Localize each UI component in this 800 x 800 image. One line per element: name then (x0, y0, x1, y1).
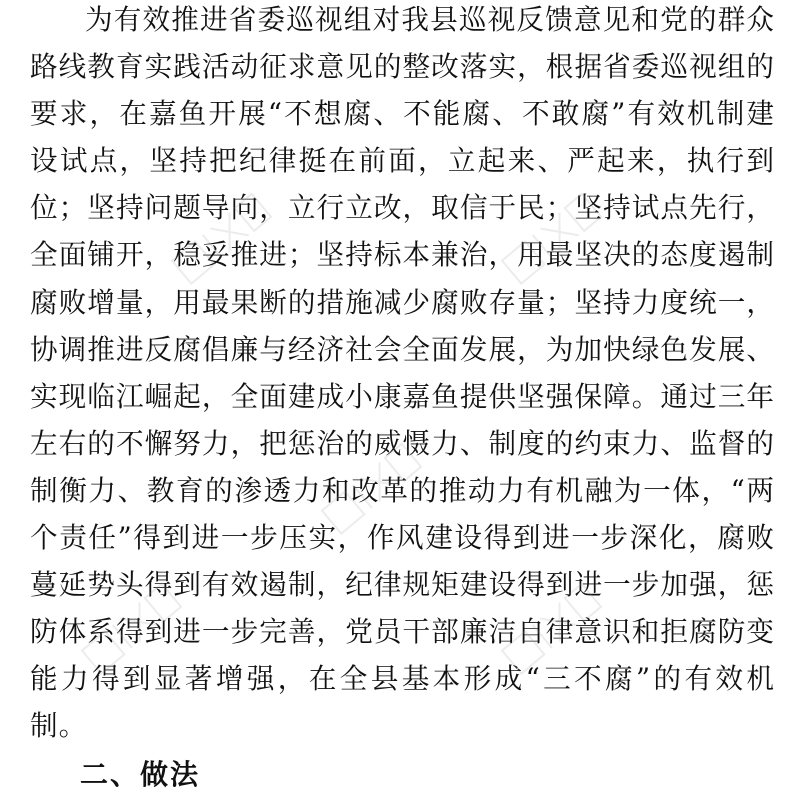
body-paragraph: 为有效推进省委巡视组对我县巡视反馈意见和党的群众路线教育实践活动征求意见的整改落实，根据省委巡视组的要求，在嘉鱼开展“不想腐、不能腐、不敢腐”有效机制建设试点，坚持把纪律挺在前面，立起来、严起来，执行到位；坚持问题导向，立行立改，取信于民；坚持试点先行，全面铺开，稳妥推进；坚持标本兼治，用最坚决的态度遏制腐败增量，用最果断的措施减少腐败存量；坚持力度统一，协调推进反腐倡廉与经济社会全面发展，为加快绿色发展、实现临江崛起，全面建成小康嘉鱼提供坚强保障。通过三年左右的不懈努力，把惩治的威慑力、制度的约束力、监督的制衡力、教育的渗透力和改革的推动力有机融为一体，“两个责任”得到进一步压实，作风建设得到进一步深化，腐败蔓延势头得到有效遏制，纪律规矩建设得到进一步加强，惩防体系得到进一步完善，党员干部廉洁自律意识和拒腐防变能力得到显著增强，在全县基本形成“三不腐”的有效机制。 (30, 3, 776, 743)
section-heading: 二、做法 (80, 758, 201, 791)
